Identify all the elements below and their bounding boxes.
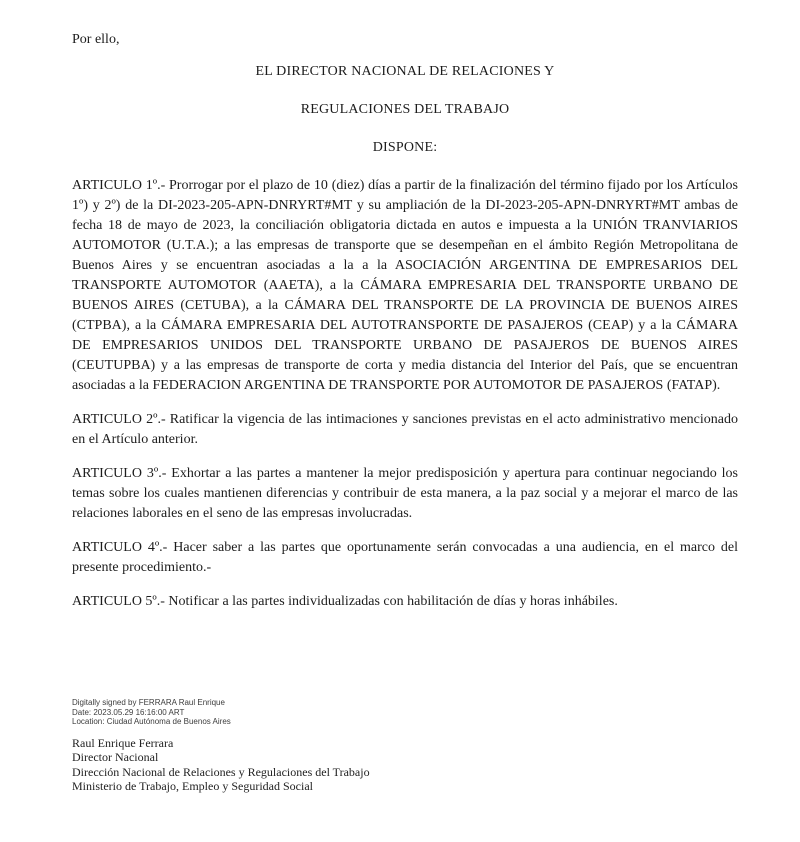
article-1-paragraph: ARTICULO 1º.- Prorrogar por el plazo de 10 (diez) días a partir de la finalización del término fijado por los Artículos 1º) y 2º) de la DI-2023-205-APN-DNRYRT#MT y su ampliación de la DI-2023-205-APN-DNRYRT#MT ambas de fecha 18 de mayo de 2023, la conciliación obligatoria dictada en autos e impuesta a la UNIÓN TRANVIARIOS AUTOMOTOR (U.T.A.); a las empresas de transporte que se desempeñan en el ámbito Región Metropolitana de Buenos Aires y se encuentran asociadas a la a la ASOCIACIÓN ARGENTINA DE EMPRESARIOS DEL TRANSPORTE AUTOMOTOR (AAETA), a la CÁMARA EMPRESARIA DEL TRANSPORTE URBANO DE BUENOS AIRES (CETUBA), a la CÁMARA DEL TRANSPORTE DE LA PROVINCIA DE BUENOS AIRES (CTPBA), a la CÁMARA EMPRESARIA DEL AUTOTRANSPORTE DE PASAJEROS (CEAP) y a la CÁMARA DE EMPRESARIOS UNIDOS DEL TRANSPORTE URBANO DE PASAJEROS DE BUENOS AIRES (CEUTUPBA) y a las empresas de transporte de corta y media distancia del Interior del País, que se encuentran asociadas a la FEDERACION ARGENTINA DE TRANSPORTE POR AUTOMOTOR DE PASAJEROS (FATAP). xyxy=(72,178,738,393)
signer-block xyxy=(72,737,738,794)
article-5-paragraph: ARTICULO 5º.- Notificar a las partes individualizadas con habilitación de días y horas inhábiles. xyxy=(72,594,618,609)
stamp-signed-by: Digitally signed by FERRARA Raul Enrique xyxy=(72,698,225,707)
article-3-paragraph: ARTICULO 3º.- Exhortar a las partes a mantener la mejor predisposición y apertura para continuar negociando los temas sobre los cuales mantienen diferencias y contribuir de esta manera, a la paz social y a mejorar el marco de las relaciones laborales en el seno de las empresas involucradas. xyxy=(72,466,738,521)
stamp-location: Location: Ciudad Autónoma de Buenos Aires xyxy=(72,717,231,726)
signer-title: Director Nacional xyxy=(72,750,159,764)
signer-ministry: Ministerio de Trabajo, Empleo y Seguridad Social xyxy=(72,779,313,793)
digital-signature-stamp xyxy=(72,698,738,727)
signer-name: Raul Enrique Ferrara xyxy=(72,735,174,750)
signer-office: Dirección Nacional de Relaciones y Regulaciones del Trabajo xyxy=(72,764,370,779)
article-4-paragraph: ARTICULO 4º.- Hacer saber a las partes que oportunamente serán convocadas a una audiencia, en el marco del presente procedimiento.- xyxy=(72,540,738,575)
article-2-paragraph: ARTICULO 2º.- Ratificar la vigencia de las intimaciones y sanciones previstas en el acto administrativo mencionado en el Artículo anterior. xyxy=(72,412,738,447)
stamp-date: Date: 2023.05.29 16:16:00 ART xyxy=(72,707,185,717)
intro-text: Por ello, xyxy=(72,32,120,47)
dispone-heading: DISPONE: xyxy=(372,140,438,155)
heading-line-1: EL DIRECTOR NACIONAL DE RELACIONES Y xyxy=(255,64,555,79)
heading-line-2: REGULACIONES DEL TRABAJO xyxy=(300,102,510,117)
